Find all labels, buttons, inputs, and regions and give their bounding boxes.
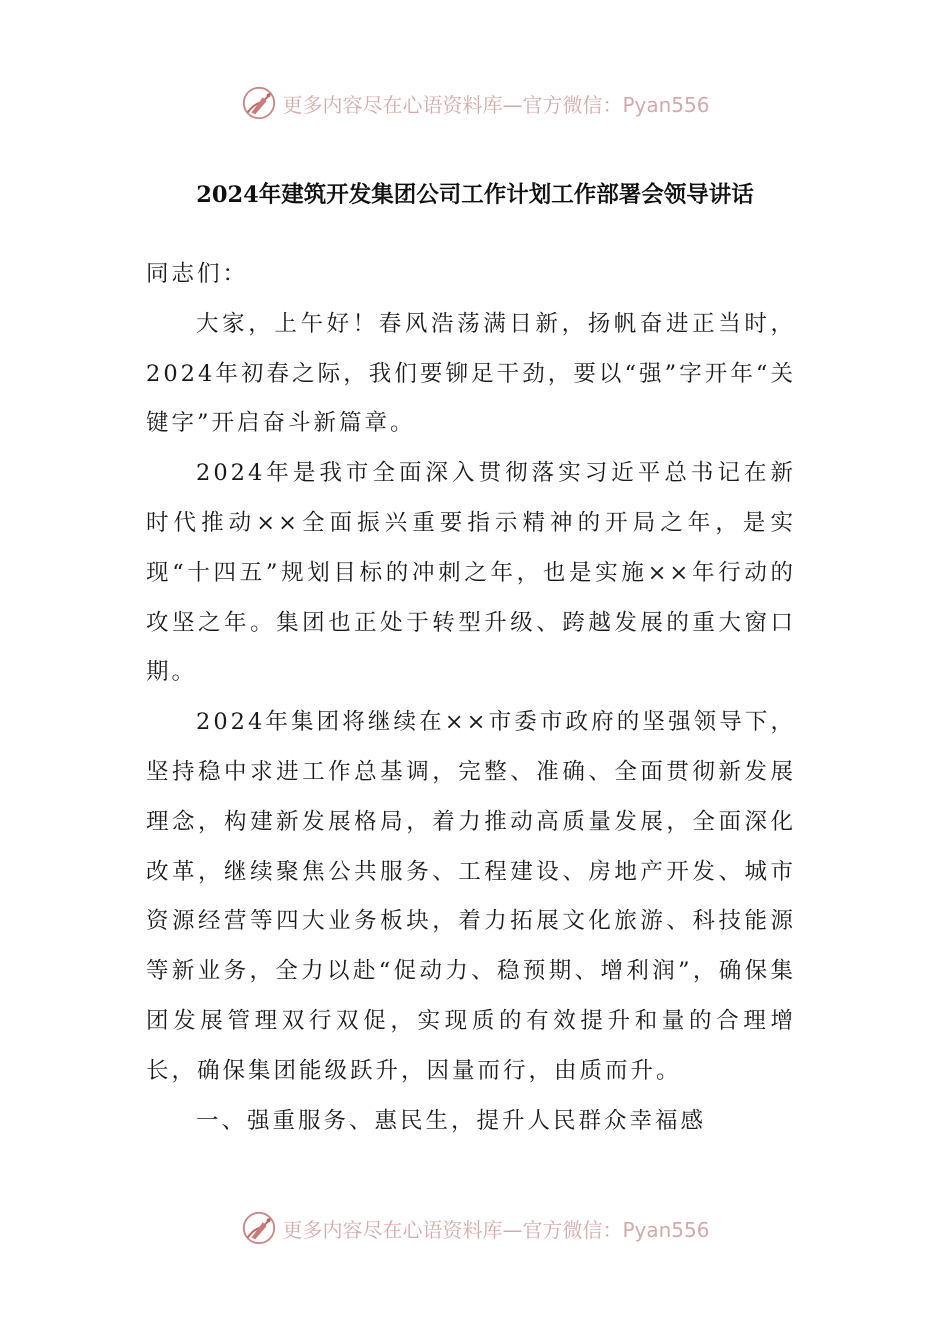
paragraph-2: 2024年是我市全面深入贯彻落实习近平总书记在新时代推动××全面振兴重要指示精神的开局之年，是实现“十四五”规划目标的冲刺之年，也是实施××年行动的攻坚之年。集团也正处于转型升级、跨越发展的重大窗口期。 (146, 460, 796, 686)
watermark-footer (0, 1208, 950, 1248)
section-heading-1: 一、强重服务、惠民生，提升人民群众幸福感 (196, 1107, 707, 1134)
paragraph-1: 大家，上午好！春风浩荡满日新，扬帆奋进正当时，2024年初春之际，我们要铆足干劲，要以“强”字开年“关键字”开启奋斗新篇章。 (146, 310, 796, 437)
salutation: 同志们： (146, 261, 249, 287)
pen-logo-icon (240, 1209, 278, 1247)
watermark-header (0, 83, 950, 123)
document-title: 2024年建筑开发集团公司工作计划工作部署会领导讲话 (196, 182, 754, 208)
paragraph-3: 2024年集团将继续在××市委市政府的坚强领导下，坚持稳中求进工作总基调，完整、准确、全面贯彻新发展理念，构建新发展格局，着力推动高质量发展，全面深化改革，继续聚焦公共服务、工程建设、房地产开发、城市资源经营等四大业务板块，着力拓展文化旅游、科技能源等新业务，全力以赴“促动力、稳预期、增利润”，确保集团发展管理双行双促，实现质的有效提升和量的合理增长，确保集团能级跃升，因量而行，由质而升。 (146, 709, 796, 1084)
watermark-text: 更多内容尽在心语资料库—官方微信：Pyan556 (282, 92, 710, 117)
document-body (146, 250, 796, 1146)
pen-logo-icon (240, 84, 278, 122)
watermark-text: 更多内容尽在心语资料库—官方微信：Pyan556 (282, 1217, 710, 1242)
